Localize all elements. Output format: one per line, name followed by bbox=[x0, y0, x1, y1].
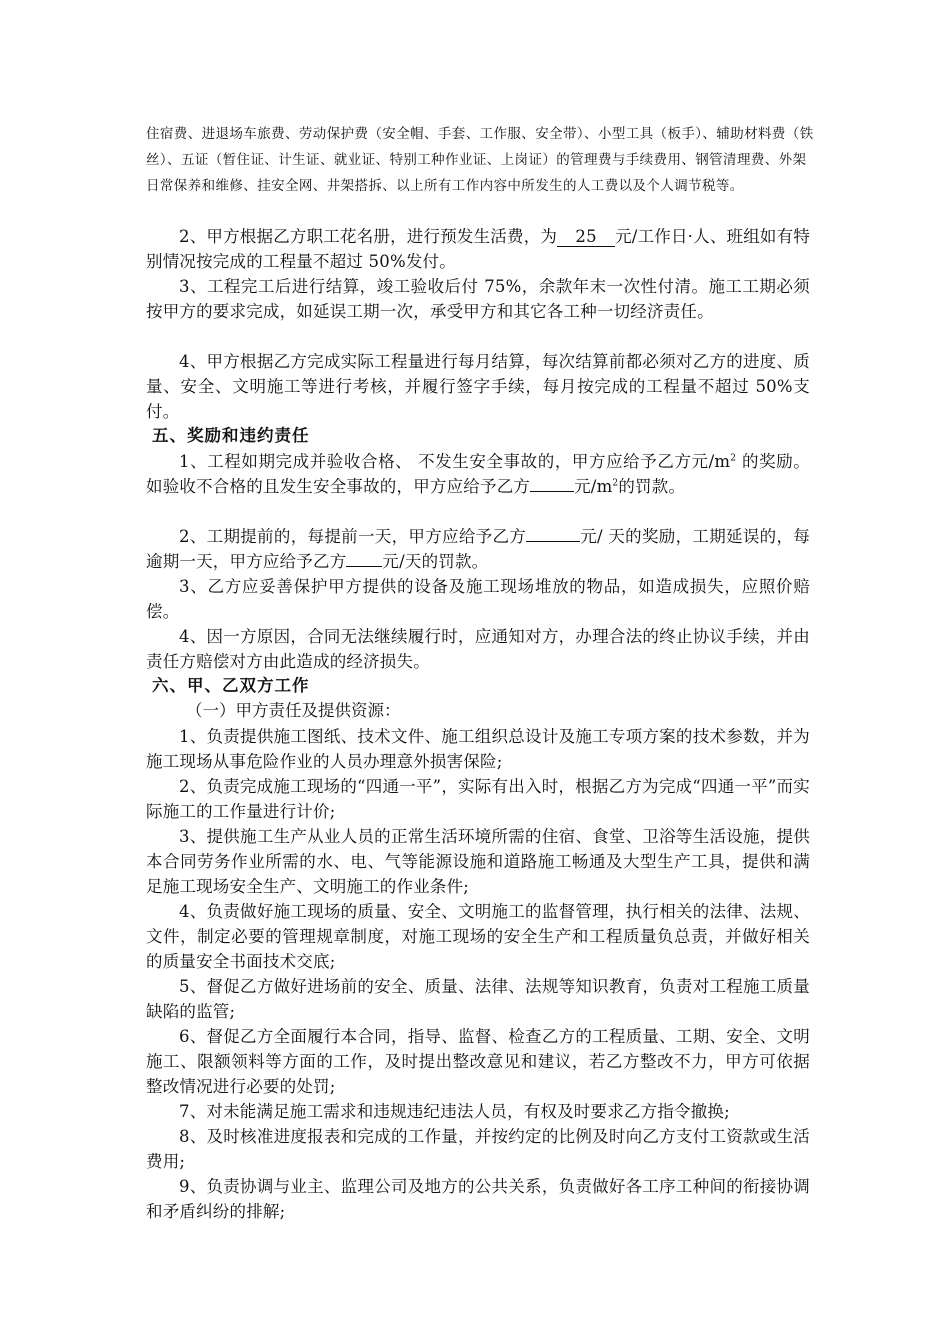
section-6-item-5: 5、督促乙方做好进场前的安全、质量、法律、法规等知识教育，负责对工程施工质量缺陷的监管; bbox=[146, 977, 810, 1022]
item-2-text-a: 2、工期提前的，每提前一天，甲方应给予乙方 bbox=[179, 527, 527, 546]
section-6-heading: 六、甲、乙双方工作 bbox=[152, 676, 310, 695]
section-6-item-4: 4、负责做好施工现场的质量、安全、文明施工的监督管理，执行相关的法律、法规、文件，制定必要的管理规章制度，对施工现场的安全生产和工程质量负总责，并做好相关的质量安全书面技术交底; bbox=[146, 902, 810, 972]
section-6-item-2: 2、负责完成施工现场的“四通一平”，实际有出入时，根据乙方为完成“四通一平”而实际施工的工作量进行计价; bbox=[146, 777, 810, 822]
delay-penalty-blank bbox=[346, 566, 382, 567]
item-1-text-c: 的奖励。如验收不合格的且发生安全事故的，甲方应给予乙方 bbox=[146, 452, 810, 497]
item-1-text-e: 的罚款。 bbox=[618, 477, 686, 497]
section-5-item-1 bbox=[146, 449, 810, 499]
section-5-heading: 五、奖励和违约责任 bbox=[152, 426, 310, 445]
penalty-unit: 元/m bbox=[574, 477, 613, 497]
reward-unit: 元/m bbox=[691, 452, 731, 471]
section-6-subheading: （一）甲方责任及提供资源： bbox=[186, 701, 401, 720]
section-6-item-7: 7、对未能满足施工需求和违规违纪违法人员，有权及时要求乙方指令撤换; bbox=[179, 1102, 730, 1121]
clause-2-text-b: 元/工作日·人、班组如有特别情况按完成的工程量不超过 50%发付。 bbox=[146, 227, 811, 272]
fee-list-paragraph: 住宿费、进退场车旅费、劳动保护费（安全帽、手套、工作服、安全带）、小型工具（板手）、辅助材料费（铁丝）、五证（暂住证、计生证、就业证、特别工种作业证、上岗证）的管理费与手续费用、钢管清理费、外架日常保养和维修、挂安全网、井架搭拆、以上所有工作内容中所发生的人工费以及个人调节税等。 bbox=[146, 126, 814, 194]
clause-4-monthly-settlement: 4、甲方根据乙方完成实际工程量进行每月结算，每次结算前都必须对乙方的进度、质量、安全、文明施工等进行考核，并履行签字手续，每月按完成的工程量不超过 50%支付。 bbox=[146, 352, 810, 422]
item-1-text-a: 1、工程如期完成并验收合格、 不发生安全事故的，甲方应给予乙方 bbox=[179, 452, 692, 471]
section-6-item-1: 1、负责提供施工图纸、技术文件、施工组织总设计及施工专项方案的技术参数，并为施工现场从事危险作业的人员办理意外损害保险; bbox=[146, 727, 810, 772]
section-6-item-6: 6、督促乙方全面履行本合同，指导、监督、检查乙方的工程质量、工期、安全、文明施工、限额领料等方面的工作，及时提出整改意见和建议，若乙方整改不力，甲方可依据整改情况进行必要的处罚; bbox=[146, 1027, 810, 1097]
item-2-text-c: 元/天的罚款。 bbox=[382, 552, 489, 572]
daily-allowance-amount: 25 bbox=[557, 228, 615, 247]
section-5-item-3: 3、乙方应妥善保护甲方提供的设备及施工现场堆放的物品，如造成损失，应照价赔偿。 bbox=[146, 577, 810, 622]
square-superscript: 2 bbox=[730, 453, 737, 464]
section-6-item-3: 3、提供施工生产从业人员的正常生活环境所需的住宿、食堂、卫浴等生活设施，提供本合同劳务作业所需的水、电、气等能源设施和道路施工畅通及大型生产工具，提供和满足施工现场安全生产、文明施工的作业条件; bbox=[146, 827, 810, 897]
section-5-item-4: 4、因一方原因，合同无法继续履行时，应通知对方，办理合法的终止协议手续，并由责任方赔偿对方由此造成的经济损失。 bbox=[146, 627, 810, 672]
clause-2-text-a: 2、甲方根据乙方职工花名册，进行预发生活费，为 bbox=[179, 227, 558, 246]
item-2-text-b: 元/ 天的奖励，工期延误的，每逾期一天，甲方应给予乙方 bbox=[146, 527, 810, 572]
penalty-amount-blank bbox=[530, 491, 574, 492]
clause-3-settlement: 3、工程完工后进行结算，竣工验收后付 75%，余款年末一次性付清。施工工期必须按甲方的要求完成，如延误工期一次，承受甲方和其它各工种一切经济责任。 bbox=[146, 277, 810, 322]
section-6-item-8: 8、及时核准进度报表和完成的工作量，并按约定的比例及时向乙方支付工资款或生活费用; bbox=[146, 1127, 810, 1172]
section-6-item-9: 9、负责协调与业主、监理公司及地方的公共关系，负责做好各工序工种间的衔接协调和矛盾纠纷的排解; bbox=[146, 1177, 810, 1222]
section-5-item-2 bbox=[146, 524, 810, 574]
square-superscript: 2 bbox=[612, 478, 619, 489]
clause-2-living-allowance bbox=[146, 224, 810, 274]
early-reward-blank bbox=[526, 541, 580, 542]
